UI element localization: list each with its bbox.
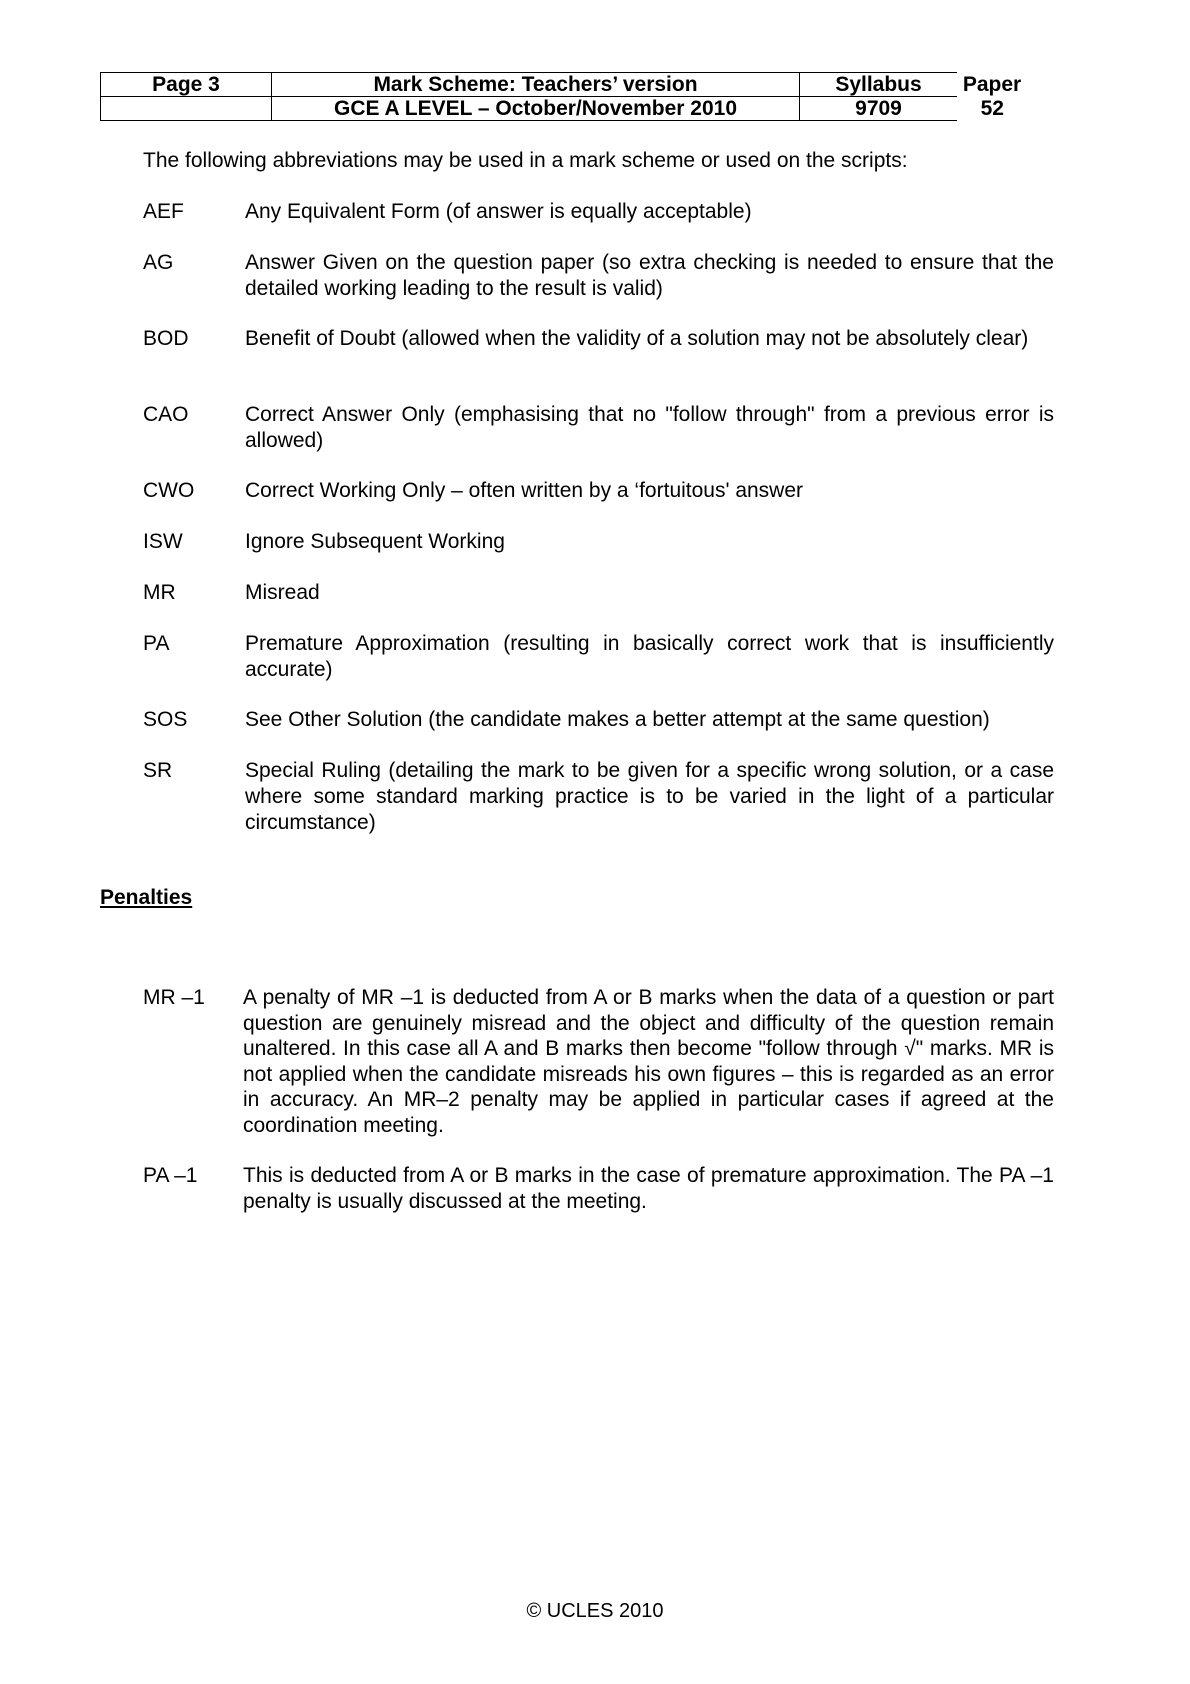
abbreviation-definition: Correct Working Only – often written by a ‘fortuitous' answer [245, 479, 804, 502]
abbreviation-definition: Premature Approximation (resulting in basically correct work that is insufficiently accurate) [245, 632, 1054, 681]
syllabus-label: Syllabus [800, 73, 958, 97]
abbreviation-definition: Misread [245, 581, 320, 604]
abbreviation-term: CAO [143, 403, 189, 426]
paper-number: 52 [980, 97, 1004, 120]
abbreviation-item [143, 326, 1054, 352]
abbreviation-term: AEF [143, 200, 184, 223]
abbreviation-term: PA [143, 632, 170, 655]
intro-text: The following abbreviations may be used in a mark scheme or used on the scripts: [143, 149, 908, 172]
penalty-item [143, 985, 1054, 1138]
penalty-term: MR –1 [143, 986, 205, 1009]
abbreviation-term: BOD [143, 327, 189, 350]
penalties-heading: Penalties [100, 886, 193, 909]
document-subtitle: GCE A LEVEL – October/November 2010 [272, 97, 800, 121]
abbreviation-item [143, 250, 1054, 302]
abbreviation-item [143, 758, 1054, 836]
penalty-definition: This is deducted from A or B marks in the case of premature approximation. The PA –1 penalty is usually discussed at the meeting. [243, 1164, 1054, 1213]
abbreviation-term: CWO [143, 479, 195, 502]
syllabus-code: 9709 [800, 97, 958, 121]
empty-cell [101, 97, 272, 121]
abbreviation-term: AG [143, 251, 174, 274]
abbreviation-definition: Answer Given on the question paper (so extra checking is needed to ensure that the detailed working leading to the result is valid) [245, 251, 1054, 300]
copyright-footer: © UCLES 2010 [526, 1600, 664, 1622]
header-row-2 [101, 97, 1028, 121]
abbreviation-item [143, 580, 1054, 606]
abbreviation-term: MR [143, 581, 176, 604]
abbreviation-term: SOS [143, 708, 188, 731]
page-label: Page 3 [101, 73, 272, 97]
abbreviation-item [143, 478, 1054, 504]
abbreviation-term: SR [143, 759, 173, 782]
abbreviation-definition: Ignore Subsequent Working [245, 530, 505, 553]
header-row-1 [101, 73, 1028, 97]
abbreviation-item [143, 199, 1054, 225]
document-title: Mark Scheme: Teachers’ version [272, 73, 800, 97]
penalty-item [143, 1163, 1054, 1214]
abbreviation-definition: See Other Solution (the candidate makes a better attempt at the same question) [245, 708, 990, 731]
abbreviation-item [143, 529, 1054, 555]
abbreviation-item [143, 707, 1054, 733]
abbreviation-definition: Special Ruling (detailing the mark to be given for a specific wrong solution, or a case where some standard marking practice is to be varied in the light of a particular circumstance) [245, 759, 1054, 834]
penalty-definition: A penalty of MR –1 is deducted from A or B marks when the data of a question or part question are genuinely misread and the object and difficulty of the question remain unaltered. In this case all A and B marks then become "follow through √" marks. MR is not applied when the candidate misreads his own figures – this is regarded as an error in accuracy. An MR–2 penalty may be applied in particular cases if agreed at the coordination meeting. [243, 986, 1054, 1137]
abbreviation-definition: Correct Answer Only (emphasising that no "follow through" from a previous error is allowed) [245, 403, 1054, 452]
abbreviation-item [143, 402, 1054, 454]
abbreviation-definition: Benefit of Doubt (allowed when the validity of a solution may not be absolutely clear) [245, 327, 1029, 350]
page-header-table [100, 72, 1028, 121]
penalty-term: PA –1 [143, 1164, 198, 1187]
abbreviation-definition: Any Equivalent Form (of answer is equally acceptable) [245, 200, 752, 223]
abbreviation-item [143, 631, 1054, 683]
paper-label: Paper [962, 73, 1022, 96]
abbreviation-term: ISW [143, 530, 183, 553]
